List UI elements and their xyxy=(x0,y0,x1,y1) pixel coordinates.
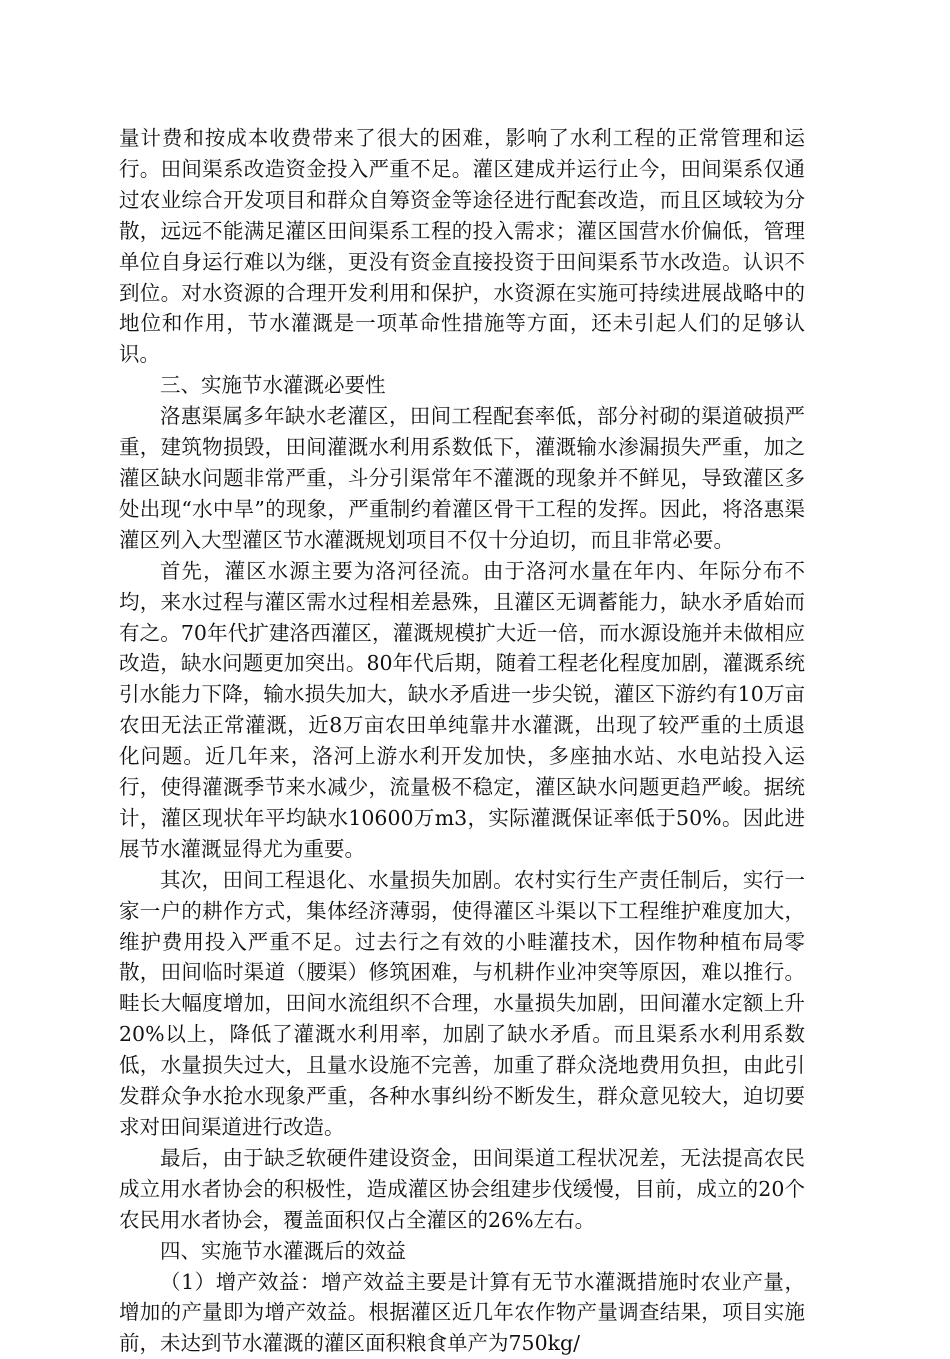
paragraph-intro: 量计费和按成本收费带来了很大的困难，影响了水利工程的正常管理和运行。田间渠系改造资金投入严重不足。灌区建成并运行止今，田间渠系仅通过农业综合开发项目和群众自筹资金等途径进行配套改造，而且区域较为分散，远远不能满足灌区田间渠系工程的投入需求；灌区国营水价偏低，管理单位自身运行难以为继，更没有资金直接投资于田间渠系节水改造。认识不到位。对水资源的合理开发利用和保护，水资源在实施可持续进展战略中的地位和作用，节水灌溉是一项革命性措施等方面，还未引起人们的足够认识。 xyxy=(119,126,805,367)
paragraph-first-reason: 首先，灌区水源主要为洛河径流。由于洛河水量在年内、年际分布不均，来水过程与灌区需水过程相差悬殊，且灌区无调蓄能力，缺水矛盾始而有之。70年代扩建洛西灌区，灌溉规模扩大近一倍，而水源设施并未做相应改造，缺水问题更加突出。80年代后期，随着工程老化程度加剧，灌溉系统引水能力下降，输水损失加大，缺水矛盾进一步尖锐，灌区下游约有10万亩农田无法正常灌溉，近8万亩农田单纯靠井水灌溉，出现了较严重的土质退化问题。近几年来，洛河上游水利开发加快，多座抽水站、水电站投入运行，使得灌溉季节来水减少，流量极不稳定，灌区缺水问题更趋严峻。据统计，灌区现状年平均缺水10600万m3，实际灌溉保证率低于50%。因此进展节水灌溉显得尤为重要。 xyxy=(119,558,805,861)
section-heading-4: 四、实施节水灌溉后的效益 xyxy=(160,1238,406,1263)
paragraph-yield-benefit: （1）增产效益：增产效益主要是计算有无节水灌溉措施时农业产量，增加的产量即为增产效益。根据灌区近几年农作物产量调查结果，项目实施前，未达到节水灌溉的灌区面积粮食单产为750kg/ xyxy=(119,1269,805,1356)
paragraph-second-reason: 其次，田间工程退化、水量损失加剧。农村实行生产责任制后，实行一家一户的耕作方式，集体经济薄弱，使得灌区斗渠以下工程维护难度加大，维护费用投入严重不足。过去行之有效的小畦灌技术，因作物种植布局零散，田间临时渠道（腰渠）修筑困难，与机耕作业冲突等原因，难以推行。畦长大幅度增加，田间水流组织不合理，水量损失加剧，田间灌水定额上升20%以上，降低了灌溉水利用率，加剧了缺水矛盾。而且渠系水利用系数低，水量损失过大，且量水设施不完善，加重了群众浇地费用负担，由此引发群众争水抢水现象严重，各种水事纠纷不断发生，群众意见较大，迫切要求对田间渠道进行改造。 xyxy=(119,867,805,1139)
section-heading-3: 三、实施节水灌溉必要性 xyxy=(160,373,386,398)
document-body xyxy=(119,123,805,1359)
paragraph-last-reason: 最后，由于缺乏软硬件建设资金，田间渠道工程状况差，无法提高农民成立用水者协会的积极性，造成灌区协会组建步伐缓慢，目前，成立的20个农民用水者协会，覆盖面积仅占全灌区的26%左右。 xyxy=(119,1145,805,1232)
paragraph-necessity: 洛惠渠属多年缺水老灌区，田间工程配套率低，部分衬砌的渠道破损严重，建筑物损毁，田间灌溉水利用系数低下，灌溉输水渗漏损失严重，加之灌区缺水问题非常严重，斗分引渠常年不灌溉的现象并不鲜见，导致灌区多处出现“水中旱”的现象，严重制约着灌区骨干工程的发挥。因此，将洛惠渠灌区列入大型灌区节水灌溉规划项目不仅十分迫切，而且非常必要。 xyxy=(119,404,805,552)
